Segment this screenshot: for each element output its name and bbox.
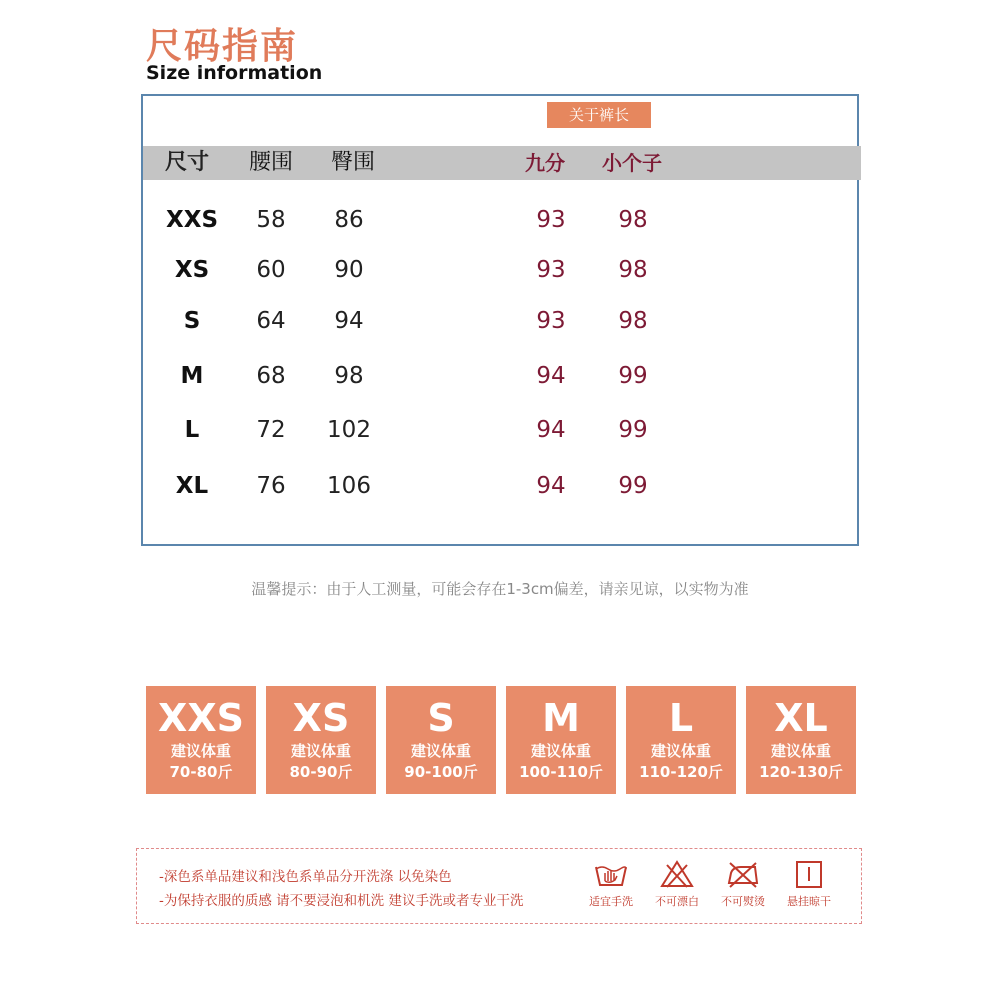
- weight-card-range: 100-110斤: [519, 763, 603, 781]
- cell-size: M: [180, 363, 204, 389]
- cell-hip: 94: [334, 308, 364, 334]
- cell-size: XXS: [165, 207, 219, 233]
- cell-size: L: [184, 417, 200, 443]
- cell-size: XL: [175, 473, 209, 499]
- care-icon-label: 悬挂晾干: [787, 895, 831, 908]
- cell-hip: 90: [334, 257, 364, 283]
- weight-card-size: XXS: [158, 696, 244, 740]
- no-bleach-icon: [645, 859, 709, 909]
- care-line: -为保持衣服的质感 请不要浸泡和机洗 建议手洗或者专业干洗: [159, 893, 524, 909]
- cell-hip: 86: [334, 207, 364, 233]
- cell-nine-tenths: 93: [536, 257, 566, 283]
- weight-card-xs: [266, 686, 376, 794]
- header-hip: 臀围: [331, 150, 376, 175]
- size-table: [141, 94, 859, 546]
- cell-petite: 98: [618, 308, 648, 334]
- weight-card-range: 120-130斤: [759, 763, 843, 781]
- cell-waist: 76: [256, 473, 286, 499]
- care-icon-label: 不可熨烫: [721, 895, 765, 908]
- weight-card-range: 90-100斤: [404, 763, 478, 781]
- weight-card-size: XS: [292, 696, 350, 740]
- weight-card-label: 建议体重: [410, 742, 471, 760]
- header-nine-tenths: 九分: [525, 151, 565, 175]
- weight-card-size: XL: [774, 696, 828, 740]
- hang-dry-icon: [777, 859, 841, 909]
- care-icon-label: 适宜手洗: [589, 895, 633, 908]
- pants-length-tag: 关于裤长: [547, 102, 651, 128]
- no-iron-icon: [725, 859, 761, 889]
- weight-card-label: 建议体重: [650, 742, 711, 760]
- cell-hip: 102: [327, 417, 371, 443]
- cell-waist: 72: [256, 417, 286, 443]
- table-row: [143, 466, 861, 506]
- cell-size: S: [183, 308, 201, 334]
- hang-dry-icon: [791, 859, 827, 889]
- page-title: 尺码指南: [146, 26, 299, 67]
- cell-size: XS: [174, 257, 210, 283]
- header-petite: 小个子: [602, 151, 662, 175]
- table-header: [143, 146, 861, 180]
- cell-nine-tenths: 93: [536, 308, 566, 334]
- weight-card-s: [386, 686, 496, 794]
- cell-waist: 64: [256, 308, 286, 334]
- weight-card-m: [506, 686, 616, 794]
- cell-waist: 68: [256, 363, 286, 389]
- cell-nine-tenths: 94: [536, 473, 566, 499]
- weight-card-size: S: [427, 696, 455, 740]
- table-row: [143, 200, 861, 240]
- cell-hip: 106: [327, 473, 371, 499]
- weight-card-label: 建议体重: [170, 742, 231, 760]
- hand-wash-icon: [579, 859, 643, 909]
- table-row: [143, 410, 861, 450]
- cell-waist: 60: [256, 257, 286, 283]
- care-icon-label: 不可漂白: [655, 895, 699, 908]
- cell-petite: 99: [618, 417, 648, 443]
- cell-hip: 98: [334, 363, 364, 389]
- weight-card-size: M: [542, 696, 580, 740]
- weight-guide: [146, 686, 856, 794]
- weight-card-xxs: [146, 686, 256, 794]
- weight-card-label: 建议体重: [770, 742, 831, 760]
- cell-nine-tenths: 94: [536, 417, 566, 443]
- no-iron-icon: [711, 859, 775, 909]
- table-row: [143, 356, 861, 396]
- weight-card-label: 建议体重: [530, 742, 591, 760]
- cell-petite: 98: [618, 257, 648, 283]
- measurement-tip: 温馨提示：由于人工测量，可能会存在1-3cm偏差，请亲见谅，以实物为准: [251, 580, 749, 598]
- header-size: 尺寸: [165, 150, 210, 175]
- header-waist: 腰围: [249, 150, 294, 175]
- table-row: [143, 301, 861, 341]
- weight-card-range: 70-80斤: [169, 763, 233, 781]
- weight-card-label: 建议体重: [290, 742, 351, 760]
- cell-nine-tenths: 93: [536, 207, 566, 233]
- weight-card-size: L: [668, 696, 694, 740]
- cell-waist: 58: [256, 207, 286, 233]
- weight-card-range: 80-90斤: [289, 763, 353, 781]
- weight-card-xl: [746, 686, 856, 794]
- page-subtitle: Size information: [146, 62, 323, 84]
- cell-petite: 99: [618, 473, 648, 499]
- cell-petite: 99: [618, 363, 648, 389]
- care-instructions: [136, 848, 862, 924]
- weight-card-l: [626, 686, 736, 794]
- table-row: [143, 250, 861, 290]
- no-bleach-icon: [659, 859, 695, 889]
- hand-wash-icon: [593, 859, 629, 889]
- weight-card-range: 110-120斤: [639, 763, 723, 781]
- cell-petite: 98: [618, 207, 648, 233]
- care-line: -深色系单品建议和浅色系单品分开洗涤 以免染色: [159, 869, 452, 885]
- cell-nine-tenths: 94: [536, 363, 566, 389]
